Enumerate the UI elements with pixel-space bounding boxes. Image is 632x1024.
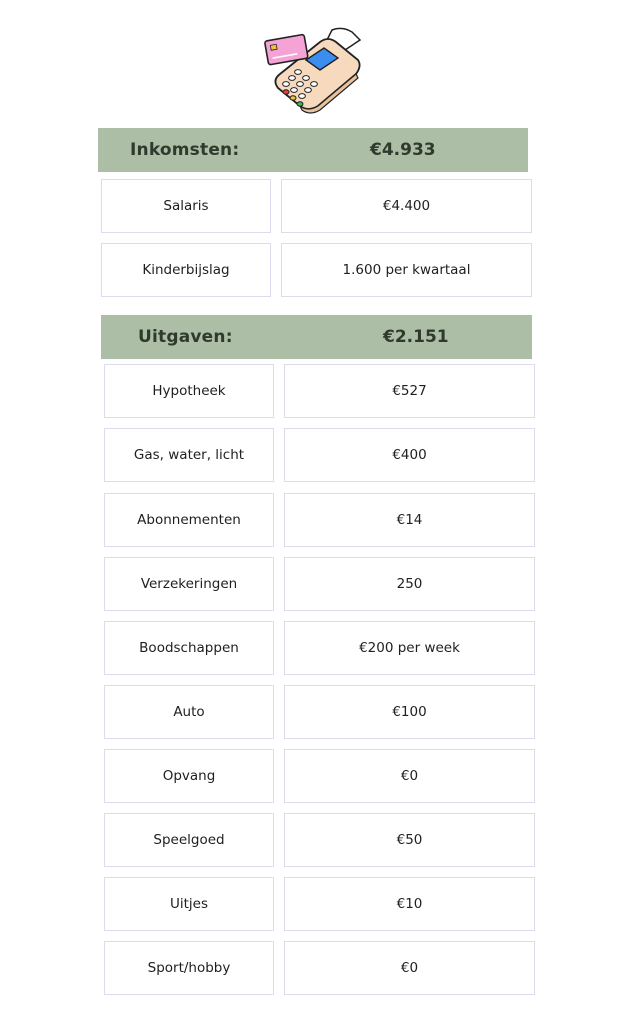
- expense-value-cell: €200 per week: [284, 621, 535, 675]
- expense-value-cell: €0: [284, 749, 535, 803]
- income-value-cell: €4.400: [281, 179, 532, 233]
- income-label-cell: Salaris: [101, 179, 271, 233]
- expense-value-cell: €10: [284, 877, 535, 931]
- expense-label-cell: Boodschappen: [104, 621, 274, 675]
- expenses-title: Uitgaven:: [138, 327, 233, 347]
- expense-value-cell: 250: [284, 557, 535, 611]
- expenses-total: €2.151: [383, 327, 449, 347]
- expense-value-cell: €100: [284, 685, 535, 739]
- expense-label-cell: Hypotheek: [104, 364, 274, 418]
- expense-value-cell: €0: [284, 941, 535, 995]
- expense-label-cell: Opvang: [104, 749, 274, 803]
- expense-value-cell: €50: [284, 813, 535, 867]
- payment-terminal-icon: [262, 26, 366, 114]
- expense-value-cell: €400: [284, 428, 535, 482]
- income-total: €4.933: [370, 140, 436, 160]
- income-label-cell: Kinderbijslag: [101, 243, 271, 297]
- expense-label-cell: Sport/hobby: [104, 941, 274, 995]
- income-header: [98, 128, 528, 172]
- expense-label-cell: Auto: [104, 685, 274, 739]
- income-value-cell: 1.600 per kwartaal: [281, 243, 532, 297]
- expense-label-cell: Uitjes: [104, 877, 274, 931]
- expense-label-cell: Gas, water, licht: [104, 428, 274, 482]
- expense-value-cell: €527: [284, 364, 535, 418]
- income-title: Inkomsten:: [130, 140, 240, 160]
- expense-label-cell: Abonnementen: [104, 493, 274, 547]
- expense-value-cell: €14: [284, 493, 535, 547]
- expenses-header: [101, 315, 532, 359]
- expense-label-cell: Speelgoed: [104, 813, 274, 867]
- expense-label-cell: Verzekeringen: [104, 557, 274, 611]
